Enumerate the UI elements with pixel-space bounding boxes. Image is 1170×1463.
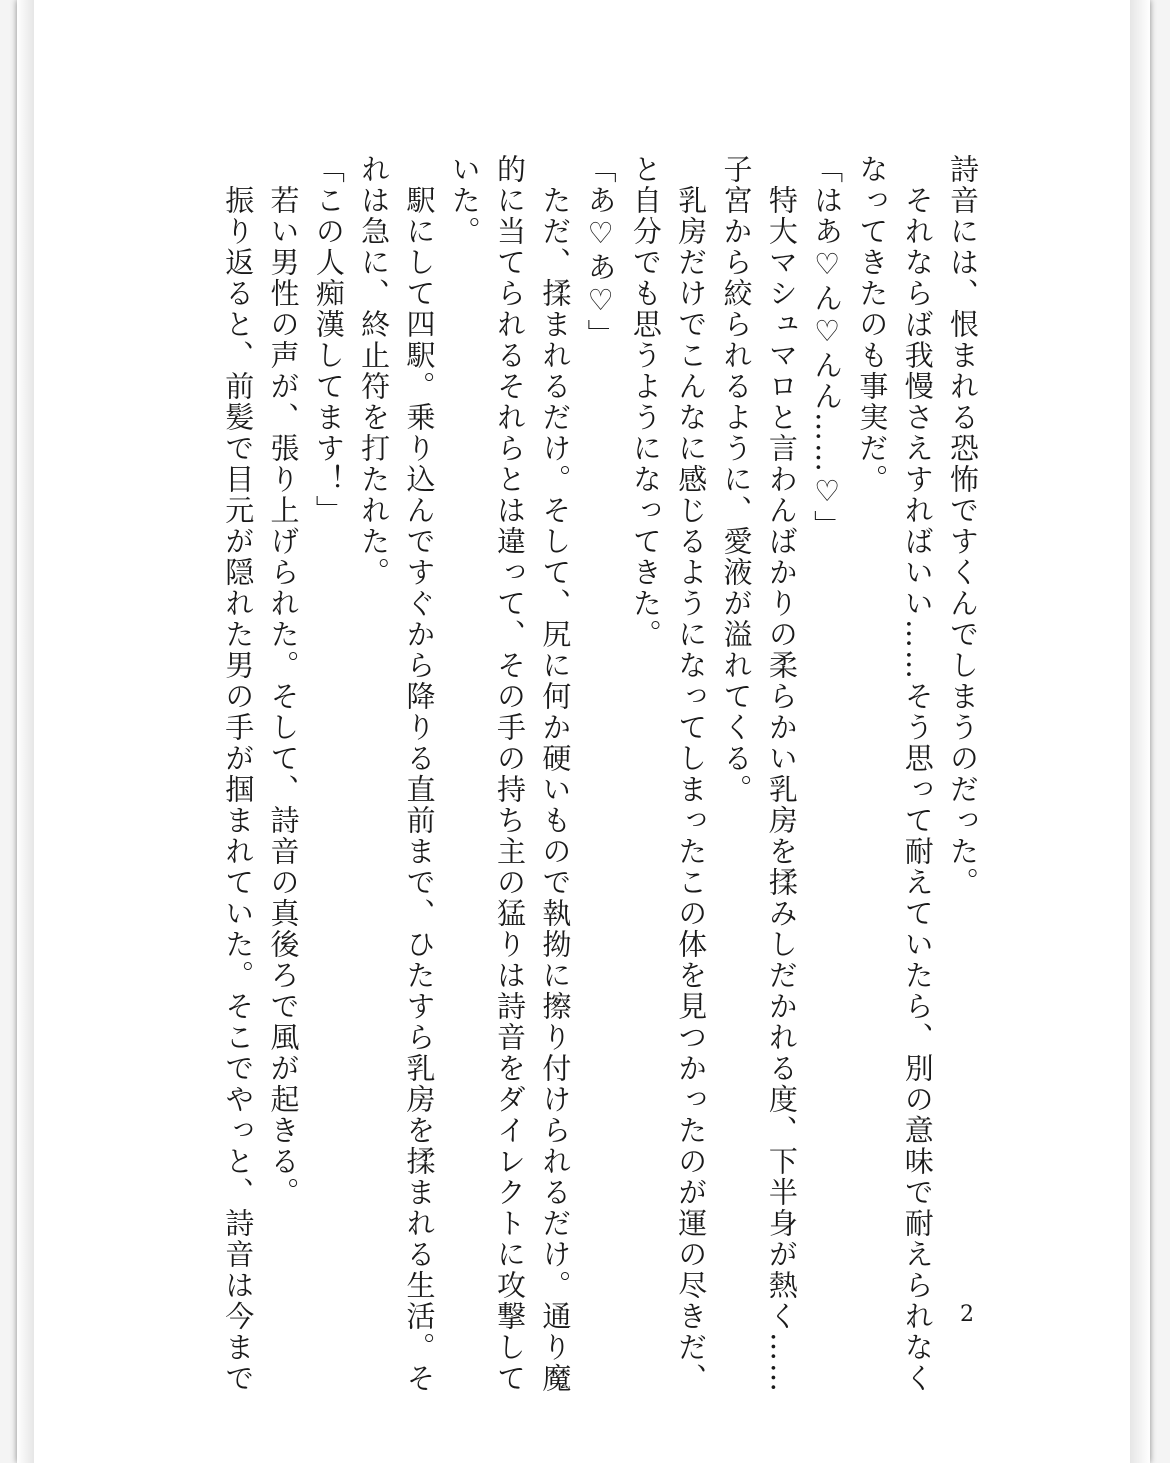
text-line-13: 駅にして四駅。乗り込んですぐから降りる直前まで、ひたすら乳房を揉まれる生活。そ xyxy=(402,154,437,1394)
page-edge-left xyxy=(17,0,34,1463)
text-line-17: 振り返ると、前髪で目元が隠れた男の手が掴まれていた。そこでやっと、詩音は今まで xyxy=(221,154,256,1394)
text-line-10: ただ、揉まれるだけ。そして、尻に何か硬いもので執拗に擦り付けられるだけ。通り魔 xyxy=(538,154,573,1394)
text-line-6: 子宮から絞られるように、愛液が溢れてくる。 xyxy=(719,154,754,805)
text-line-7: 乳房だけでこんなに感じるようになってしまったこの体を見つかったのが運の尽きだ、 xyxy=(674,154,709,1394)
page-number: 2 xyxy=(960,1302,974,1327)
book-page xyxy=(17,0,1150,1463)
text-line-9: 「あ♡あ♡」 xyxy=(583,154,618,350)
vertical-text-body xyxy=(215,154,985,1394)
text-line-8: と自分でも思うようになってきた。 xyxy=(628,154,663,650)
text-line-12: いた。 xyxy=(447,154,482,247)
text-line-14: れは急に、終止符を打たれた。 xyxy=(357,154,392,588)
text-line-15: 「この人痴漢してます！」 xyxy=(311,154,346,526)
text-line-11: 的に当てられるそれらとは違って、その手の持ち主の猛りは詩音をダイレクトに攻撃して xyxy=(493,154,528,1394)
page-edge-right xyxy=(1130,0,1150,1463)
text-line-3: なってきたのも事実だ。 xyxy=(855,154,890,495)
text-line-16: 若い男性の声が、張り上げられた。そして、詩音の真後ろで風が起きる。 xyxy=(266,154,301,1208)
text-line-1: 詩音には、恨まれる恐怖ですくんでしまうのだった。 xyxy=(946,154,980,898)
text-line-5: 特大マシュマロと言わんばかりの柔らかい乳房を揉みしだかれる度、下半身が熱く…… xyxy=(764,154,799,1394)
text-line-4: 「はあ♡ん♡んん……♡」 xyxy=(810,154,845,541)
text-line-2: それならば我慢さえすればいい……そう思って耐えていたら、別の意味で耐えられなく xyxy=(900,154,935,1394)
